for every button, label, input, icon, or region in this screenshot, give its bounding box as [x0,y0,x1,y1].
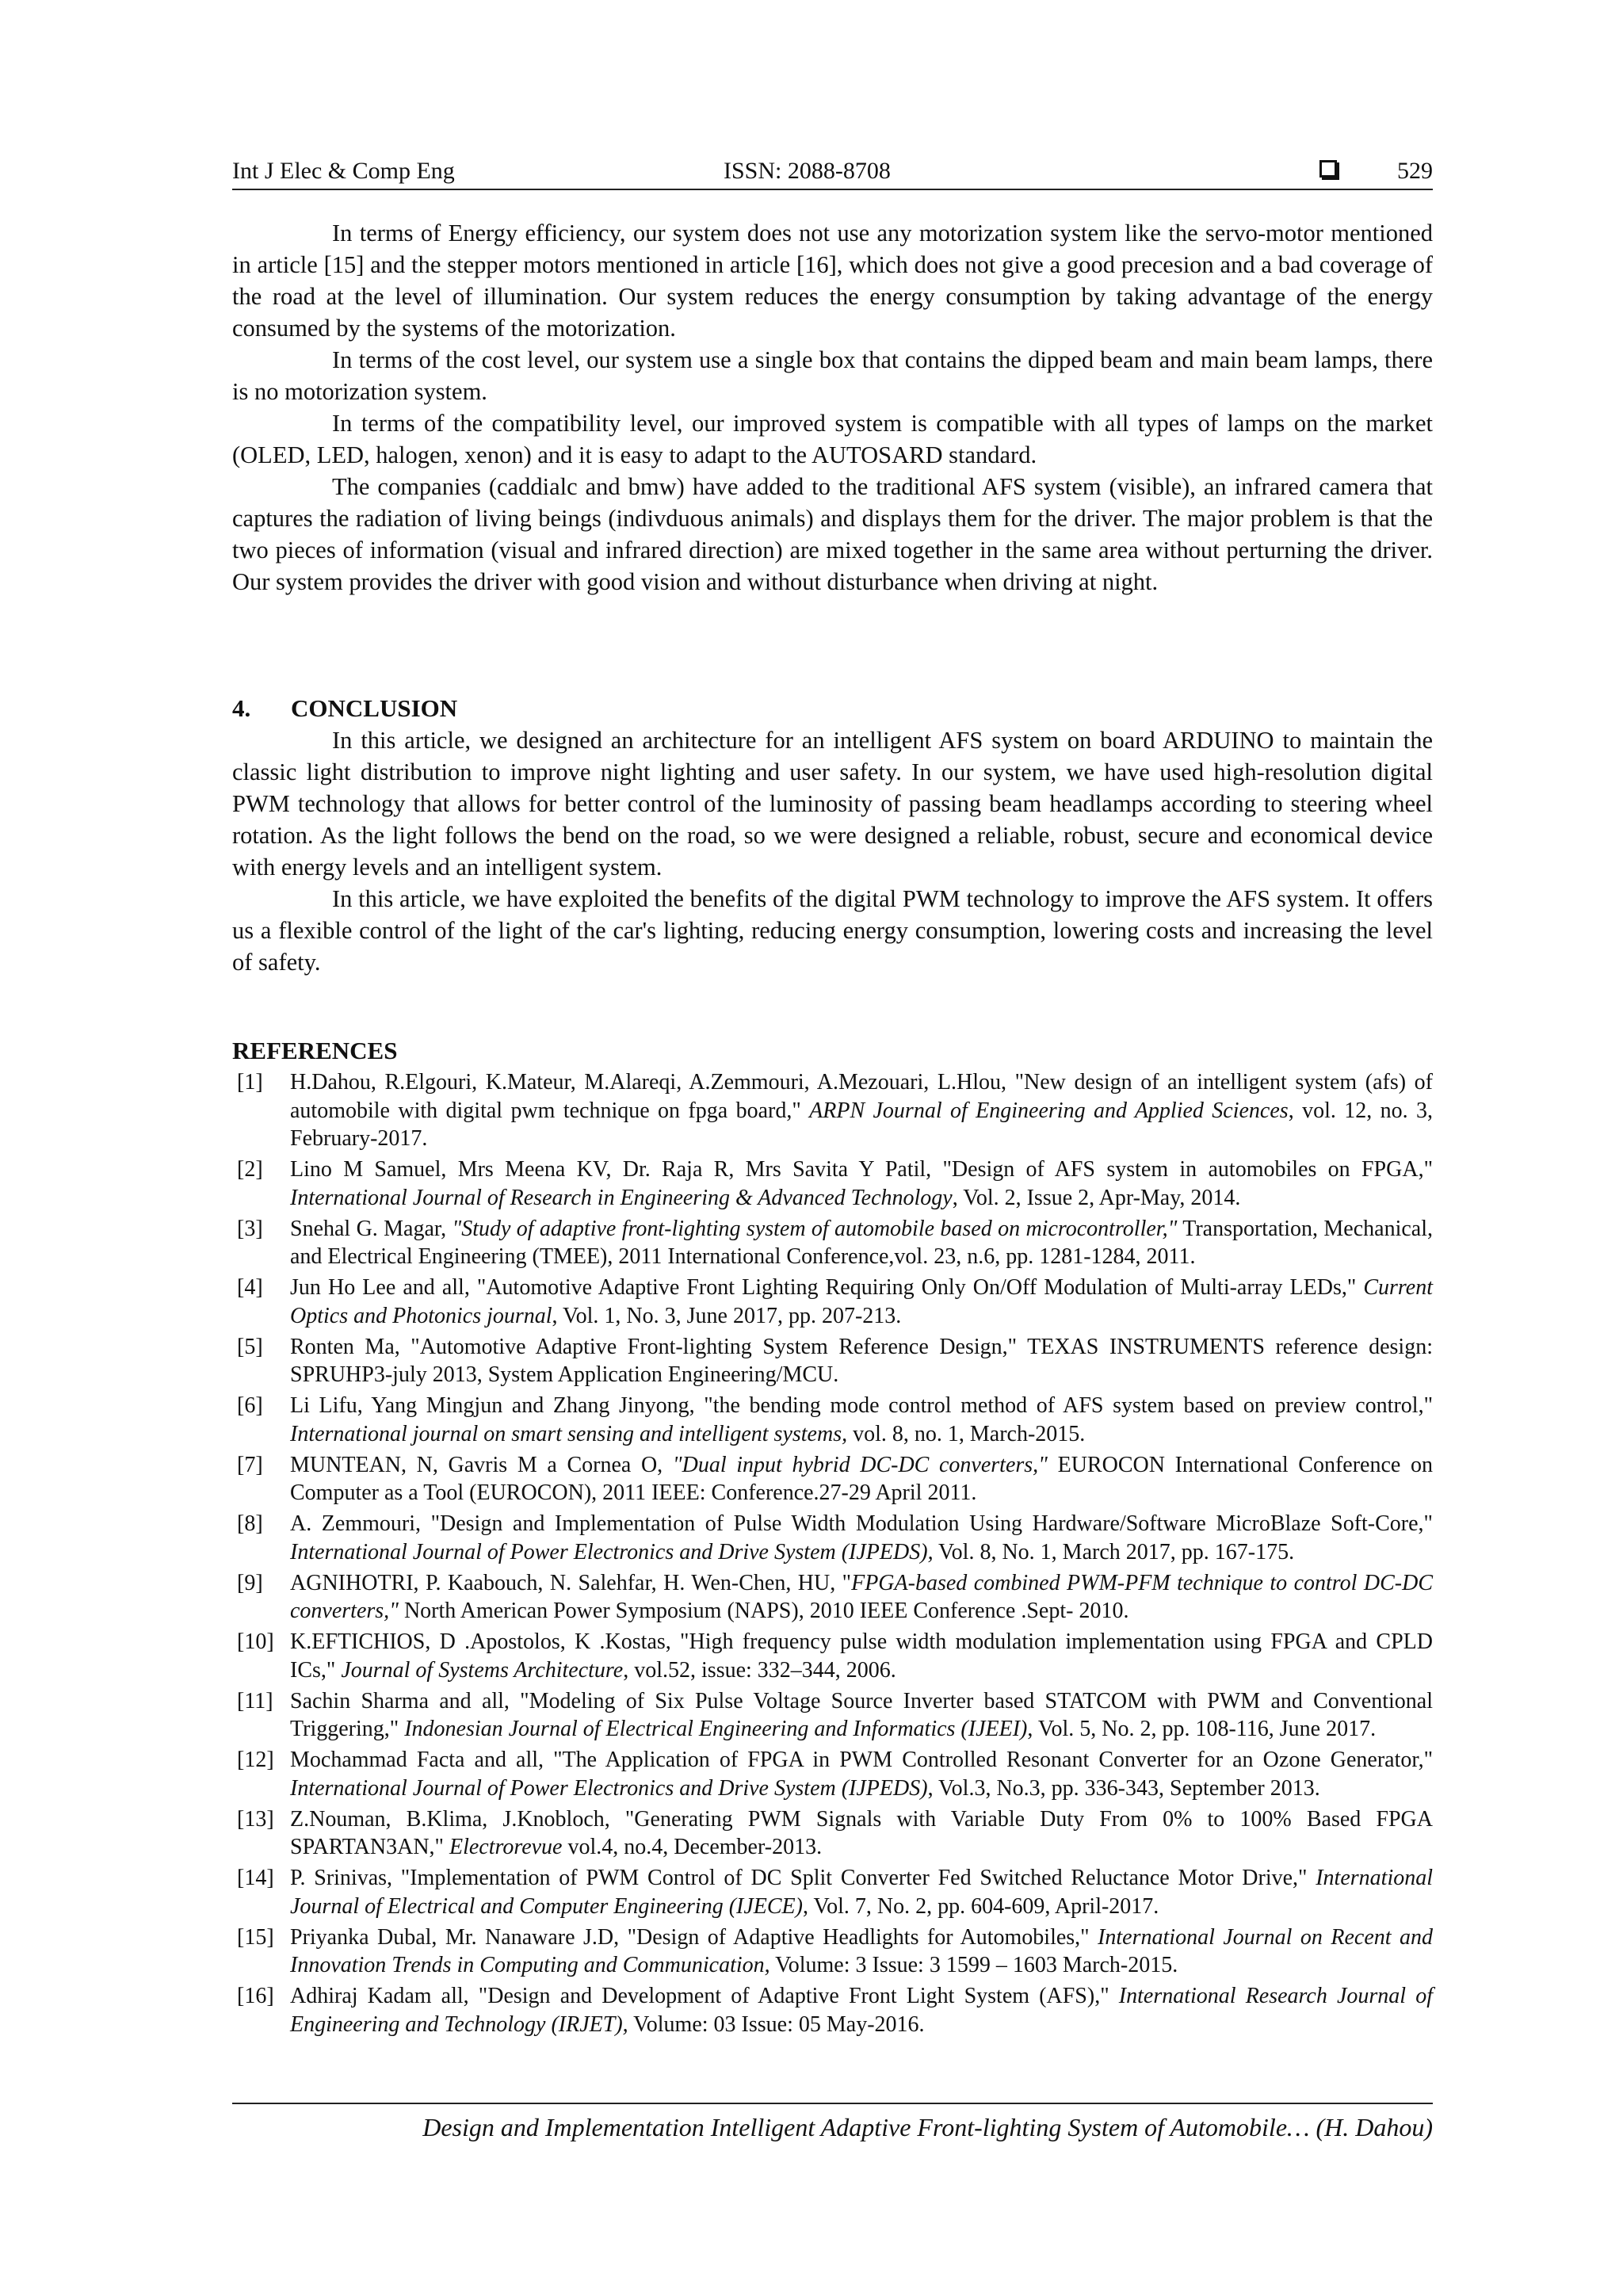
conclusion-section [232,724,1433,978]
reference-source: International journal on smart sensing and intelligent systems, [290,1421,848,1446]
reference-source: International Research Journal of Engineering and Technology (IRJET), [290,1984,1434,2037]
reference-item [232,1392,1433,1448]
reference-source: FPGA-based combined PWM-PFM technique to control DC-DC converters," [290,1570,1433,1623]
reference-number: [11] [237,1688,273,1713]
reference-text: Priyanka Dubal, Mr. Nanaware J.D, "Design of Adaptive Headlights for Automobiles," [290,1924,1098,1950]
reference-details: Vol. 8, No. 1, March 2017, pp. 167-175. [933,1539,1295,1564]
reference-number: [1] [237,1070,263,1095]
reference-item [232,1215,1433,1271]
reference-item [232,1510,1433,1566]
paragraph: In this article, we designed an architecture for an intelligent AFS system on board ARDUINO to maintain the classic light distribution to improve night lighting and user safety. In our system, we have used high-resolution digital PWM technology that allows for better control of the luminosity of passing beam headlamps according to steering wheel rotation. As the light follows the bend on the road, so we were designed a reliable, robust, secure and economical device with energy levels and an intelligent system. [232,727,1433,881]
reference-details: , Vol. 1, No. 3, June 2017, pp. 207-213. [552,1303,902,1328]
reference-text: Snehal G. Magar, [290,1216,453,1241]
reference-number: [12] [237,1748,274,1772]
reference-text: AGNIHOTRI, P. Kaabouch, N. Salehfar, H. Wen-Chen, HU, " [290,1570,852,1595]
reference-text: Adhiraj Kadam all, "Design and Development of Adaptive Front Light System (AFS)," [290,1984,1119,2008]
paragraph: In terms of the compatibility level, our improved system is compatible with all types of lamps on the market (OLED, LED, halogen, xenon) and it is easy to adapt to the AUTOSARD standard. [232,410,1433,468]
issn: ISSN: 2088-8708 [724,158,891,184]
reference-number: [2] [237,1157,263,1182]
reference-source: International Journal of Research in Engineering & Advanced Technology [290,1185,953,1210]
reference-number: [15] [237,1924,274,1950]
reference-text: K.EFTICHIOS, D .Apostolos, K .Kostas, "High frequency pulse width modulation implementation using FPGA and CPLD ICs," [290,1629,1433,1683]
square-bullet-icon [1319,160,1337,178]
reference-details: , Vol. 7, No. 2, pp. 604-609, April-2017. [802,1893,1159,1919]
reference-details: , Vol.3, No.3, pp. 336-343, September 2013. [927,1775,1320,1801]
reference-text: Li Lifu, Yang Mingjun and Zhang Jinyong, "the bending mode control method of AFS system based on preview control," [290,1393,1433,1418]
reference-details: , vol.52, issue: 332–344, 2006. [623,1657,896,1683]
reference-details: vol.4, no.4, December-2013. [562,1835,823,1859]
reference-item [232,1156,1433,1212]
reference-details: Volume: 3 Issue: 3 1599 – 1603 March-2015. [769,1953,1178,1977]
reference-source: "Dual input hybrid DC-DC converters," [672,1452,1048,1477]
page-number: 529 [1397,158,1433,184]
reference-item [232,1451,1433,1507]
reference-source: "Study of adaptive front-lighting system of automobile based on microcontroller," [452,1216,1178,1241]
reference-source: International Journal of Electrical and Computer Engineering (IJECE) [290,1866,1433,1919]
paragraph: In terms of the cost level, our system use a single box that contains the dipped beam and main beam lamps, there is no motorization system. [232,346,1433,405]
reference-details: North American Power Symposium (NAPS), 2010 IEEE Conference .Sept- 2010. [398,1599,1129,1623]
reference-details: EUROCON International Conference on Computer as a Tool (EUROCON), 2011 IEEE: Conference.27-29 April 2011. [290,1452,1433,1505]
references-list [232,1068,1433,2042]
header-rule [232,189,1433,190]
reference-text: Z.Nouman, B.Klima, J.Knobloch, "Generating PWM Signals with Variable Duty From 0% to 100% Based FPGA SPARTAN3AN," [290,1806,1433,1859]
reference-source: ARPN Journal of Engineering and Applied Sciences [809,1098,1289,1123]
reference-text: Sachin Sharma and all, "Modeling of Six Pulse Voltage Source Inverter based STATCOM with PWM and Conventional Triggering," [290,1688,1433,1741]
section-number: 4. [232,694,251,722]
reference-source: International Journal of Power Electronics and Drive System (IJPEDS) [290,1775,928,1801]
running-footer: Design and Implementation Intelligent Adaptive Front-lighting System of Automobile… (H. Dahou) [422,2113,1433,2141]
reference-item [232,1924,1433,1980]
section-heading [232,693,457,724]
reference-text: Mochammad Facta and all, "The Application of FPGA in PWM Controlled Resonant Converter for an Ozone Generator," [290,1748,1433,1772]
reference-item [232,1333,1433,1389]
reference-text: MUNTEAN, N, Gavris M a Cornea O, [290,1452,673,1477]
reference-number: [10] [237,1629,274,1654]
footer-rule [232,2103,1433,2104]
reference-item [232,1068,1433,1153]
reference-item [232,1982,1433,2038]
reference-number: [4] [237,1275,263,1300]
reference-number: [6] [237,1393,263,1418]
reference-number: [5] [237,1334,263,1359]
reference-source: Electrorevue [449,1835,563,1859]
reference-number: [3] [237,1216,263,1241]
reference-details: Transportation, Mechanical, and Electrical Engineering (TMEE), 2011 International Conference,vol. 23, n.6, pp. 1281-1284, 2011. [290,1216,1434,1269]
running-header [232,155,1433,190]
paragraph: In terms of Energy efficiency, our system does not use any motorization system like the servo-motor mentioned in article [15] and the stepper motors mentioned in article [16], which does not give a good precesion and a bad coverage of the road at the level of illumination. Our system reduces the energy consumption by taking advantage of the energy consumed by the systems of the motorization. [232,220,1433,342]
references-heading: REFERENCES [232,1037,398,1064]
paragraph: The companies (caddialc and bmw) have added to the traditional AFS system (visible), an infrared camera that captures the radiation of living beings (indivduous animals) and displays them for the driver. The major problem is that the two pieces of information (visual and infrared direction) are mixed together in the same area without perturning the driver. Our system provides the driver with good vision and without disturbance when driving at night. [232,473,1433,595]
discussion-section [232,217,1433,598]
reference-item [232,1628,1433,1684]
reference-item [232,1569,1433,1626]
reference-source: Indonesian Journal of Electrical Engineering and Informatics (IJEEI) [404,1717,1028,1741]
reference-number: [8] [237,1511,263,1536]
reference-details: , vol. 12, no. 3, February-2017. [290,1098,1433,1151]
reference-text: P. Srinivas, "Implementation of PWM Control of DC Split Converter Fed Switched Reluctance Motor Drive," [290,1866,1316,1890]
reference-text: Lino M Samuel, Mrs Meena KV, Dr. Raja R, Mrs Savita Y Patil, "Design of AFS system in automobiles on FPGA," [290,1157,1433,1182]
reference-text: A. Zemmouri, "Design and Implementation of Pulse Width Modulation Using Hardware/Software MicroBlaze Soft-Core," [290,1511,1433,1536]
reference-details: vol. 8, no. 1, March-2015. [847,1421,1086,1446]
reference-item [232,1274,1433,1330]
reference-number: [16] [237,1984,274,2008]
reference-item [232,1805,1433,1862]
reference-details: Volume: 03 Issue: 05 May-2016. [628,2011,925,2037]
reference-text: Jun Ho Lee and all, "Automotive Adaptive Front Lighting Requiring Only On/Off Modulation of Multi-array LEDs," [290,1275,1364,1300]
reference-text: Ronten Ma, "Automotive Adaptive Front-lighting System Reference Design," TEXAS INSTRUMENTS reference design: SPRUHP3-july 2013, System Application Engineering/MCU. [290,1334,1433,1387]
reference-item [232,1687,1433,1744]
reference-number: [14] [237,1866,274,1890]
reference-source: Current Optics and Photonics journal [290,1275,1433,1328]
reference-text: H.Dahou, R.Elgouri, K.Mateur, M.Alareqi, A.Zemmouri, A.Mezouari, L.Hlou, "New design of an intelligent system (afs) of automobile with digital pwm technique on fpga board," [290,1070,1433,1123]
section-title: CONCLUSION [291,694,458,722]
reference-source: Journal of Systems Architecture [341,1657,624,1683]
journal-name: Int J Elec & Comp Eng [232,158,455,184]
reference-source: International Journal of Power Electronics and Drive System (IJPEDS), [290,1539,934,1564]
paragraph: In this article, we have exploited the benefits of the digital PWM technology to improve the AFS system. It offers us a flexible control of the light of the car's lighting, reducing energy consumption, lowering costs and increasing the level of safety. [232,885,1433,976]
reference-details: , Vol. 5, No. 2, pp. 108-116, June 2017. [1027,1717,1377,1741]
reference-details: , Vol. 2, Issue 2, Apr-May, 2014. [952,1185,1241,1210]
reference-item [232,1746,1433,1802]
reference-item [232,1864,1433,1920]
reference-number: [13] [237,1806,274,1832]
reference-source: International Journal on Recent and Innovation Trends in Computing and Communication, [290,1924,1433,1977]
reference-number: [9] [237,1570,263,1595]
reference-number: [7] [237,1452,263,1477]
